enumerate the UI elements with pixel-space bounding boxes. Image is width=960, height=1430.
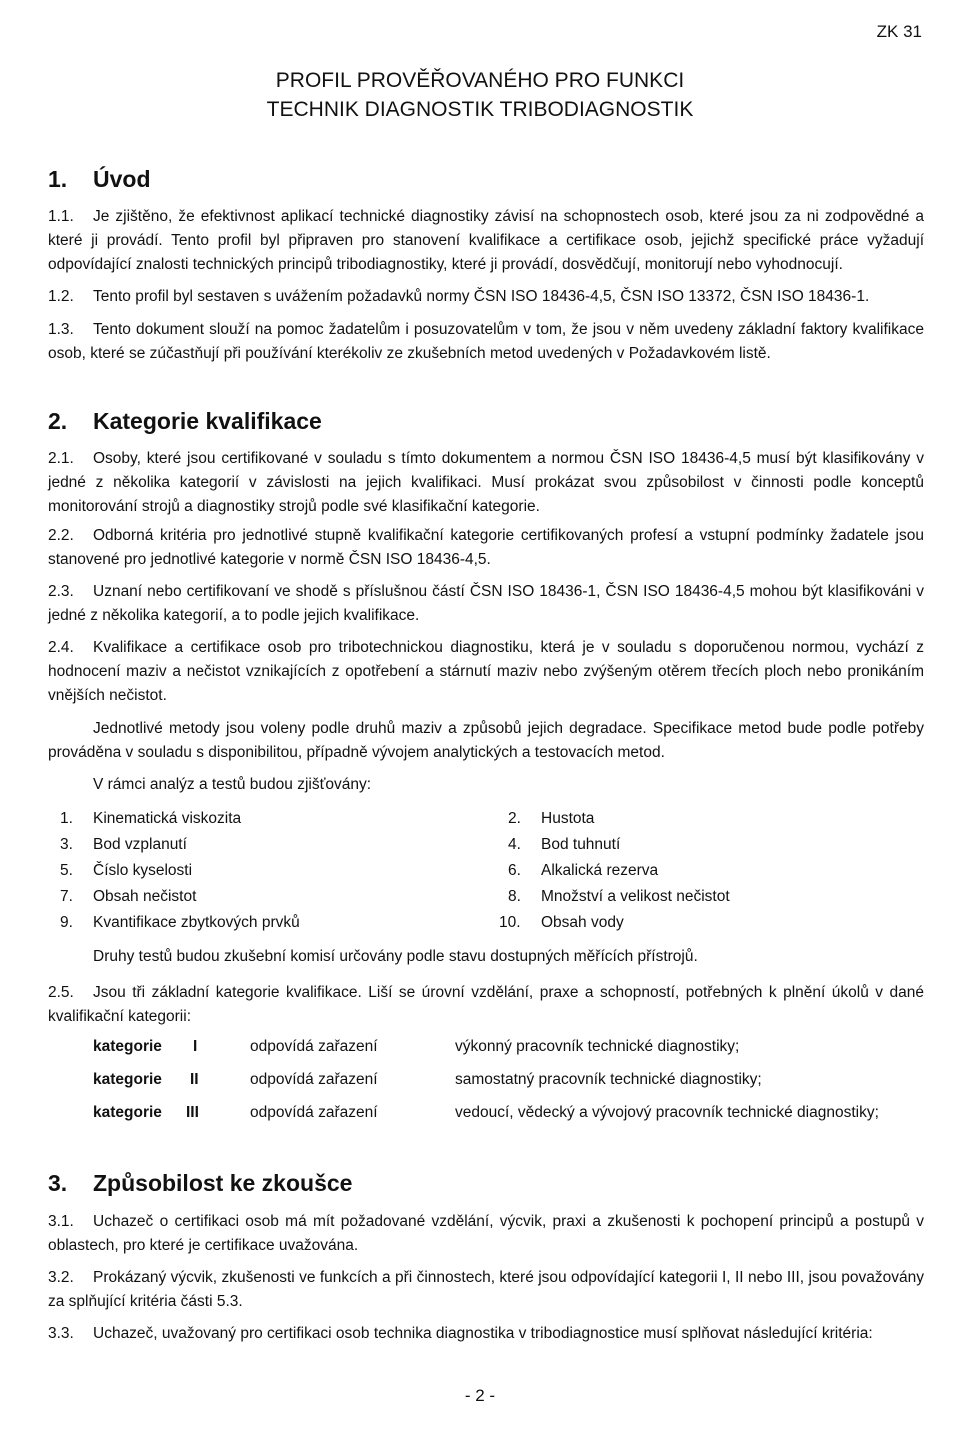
analysis-item — [60, 836, 187, 854]
category-label: kategorie — [93, 1071, 162, 1088]
paragraph-3-3-number: 3.3. — [48, 1325, 74, 1342]
paragraph-2-3-number: 2.3. — [48, 583, 74, 600]
paragraph-3-1-text: Uchazeč o certifikaci osob má mít požadované vzdělání, výcvik, praxi a zkušenosti k pochopení principů a postupů v oblastech, pro které je certifikace uvažována. — [48, 1213, 924, 1254]
category-description: vedoucí, vědecký a vývojový pracovník technické diagnostiky; — [455, 1104, 879, 1121]
section-1-number: 1. — [48, 166, 68, 192]
analysis-number: 2. — [508, 810, 521, 827]
analysis-item — [508, 888, 730, 906]
analysis-item — [60, 810, 241, 828]
page-number: - 2 - — [464, 1386, 496, 1405]
analyses-intro: V rámci analýz a testů budou zjišťovány: — [93, 776, 372, 793]
category-level: III — [186, 1104, 199, 1121]
paragraph-2-1-number: 2.1. — [48, 450, 74, 467]
paragraph-2-5-text: Jsou tři základní kategorie kvalifikace. Liší se úrovní vzdělání, praxe a schopností, potřebných k plnění úkolů v dané kvalifikační kategorii: — [48, 984, 924, 1025]
category-description: výkonný pracovník technické diagnostiky; — [455, 1038, 740, 1055]
paragraph-2-4-number: 2.4. — [48, 639, 74, 656]
analysis-number: 9. — [60, 914, 73, 931]
analysis-number: 6. — [508, 862, 521, 879]
analysis-text: Alkalická rezerva — [541, 862, 659, 879]
paragraph-2-3-text: Uznaní nebo certifikovaní ve shodě s příslušnou částí ČSN ISO 18436-1, ČSN ISO 18436-4,5 mohou být klasifikováni v jedné z několika kategorií, a to podle jejich kvalifikace. — [48, 583, 924, 624]
analysis-item — [60, 914, 300, 932]
analysis-item — [508, 836, 620, 854]
category-relation: odpovídá zařazení — [250, 1104, 378, 1121]
category-label: kategorie — [93, 1104, 162, 1121]
analysis-text: Množství a velikost nečistot — [541, 888, 730, 905]
paragraph-2-5-number: 2.5. — [48, 984, 74, 1001]
paragraph-1-3-number: 1.3. — [48, 321, 74, 338]
category-relation: odpovídá zařazení — [250, 1038, 378, 1055]
paragraph-1-1 — [48, 205, 924, 277]
paragraph-1-2-text: Tento profil byl sestaven s uvážením požadavků normy ČSN ISO 18436-4,5, ČSN ISO 13372, ČSN ISO 18436-1. — [93, 288, 870, 305]
analysis-item — [60, 888, 196, 906]
paragraph-2-4-text: Kvalifikace a certifikace osob pro tribotechnickou diagnostiku, která je v souladu s doporučenou normou, vychází z hodnocení maziv a nečistot vznikajících z opotřebení a stárnutí maziv nebo zvýšeným otěrem třecích ploch nebo pronikáním vnějších nečistot. — [48, 639, 924, 704]
paragraph-2-3 — [48, 580, 924, 628]
analysis-item — [508, 810, 594, 828]
category-relation: odpovídá zařazení — [250, 1071, 378, 1088]
section-2-heading — [48, 408, 322, 435]
section-3-number: 3. — [48, 1170, 68, 1196]
section-2-title: Kategorie kvalifikace — [93, 408, 322, 434]
category-description: samostatný pracovník technické diagnostiky; — [455, 1071, 762, 1088]
section-1-title: Úvod — [93, 166, 151, 192]
paragraph-1-3-text: Tento dokument slouží na pomoc žadatelům i posuzovatelům v tom, že jsou v něm uvedeny základní faktory kvalifikace osob, které se zúčastňují při používání kterékoliv ze zkušebních metod uvedených v Požadavkovém listě. — [48, 321, 924, 362]
paragraph-2-1-text: Osoby, které jsou certifikované v souladu s tímto dokumentem a normou ČSN ISO 18436-4,5 musí být klasifikovány v jedné z několika kategorií v závislosti na jejich kvalifikaci. Musí prokázat svou způsobilost v činnosti podle konceptů monitorování strojů a diagnostiky strojů podle své klasifikační kategorie. — [48, 450, 924, 515]
paragraph-2-4 — [48, 636, 924, 708]
analysis-number: 4. — [508, 836, 521, 853]
category-label: kategorie — [93, 1038, 162, 1055]
tests-note: Druhy testů budou zkušební komisí určovány podle stavu dostupných měřících přístrojů. — [93, 948, 698, 965]
analysis-number: 8. — [508, 888, 521, 905]
paragraph-3-2 — [48, 1266, 924, 1314]
category-level: I — [193, 1038, 198, 1055]
category-level: II — [190, 1071, 199, 1088]
analysis-text: Bod vzplanutí — [93, 836, 187, 853]
analysis-item — [60, 862, 192, 880]
analysis-text: Bod tuhnutí — [541, 836, 621, 853]
paragraph-3-2-number: 3.2. — [48, 1269, 74, 1286]
paragraph-2-4-methods: Jednotlivé metody jsou voleny podle druhů maziv a způsobů jejich degradace. Specifikace metod bude podle potřeby prováděna v souladu s disponibilitou, případně vývojem analytických a testovacích metod. — [48, 720, 924, 761]
title-line-2: TECHNIK DIAGNOSTIK TRIBODIAGNOSTIK — [266, 98, 694, 121]
paragraph-2-2-text: Odborná kritéria pro jednotlivé stupně kvalifikační kategorie certifikovaných profesí a vstupní podmínky žadatele jsou stanovené pro jednotlivé kategorie v normě ČSN ISO 18436-4,5. — [48, 527, 924, 568]
analysis-text: Číslo kyselosti — [93, 862, 193, 879]
paragraph-3-2-text: Prokázaný výcvik, zkušenosti ve funkcích a při činnostech, které jsou odpovídající kategorii I, II nebo III, jsou považovány za splňující kritéria části 5.3. — [48, 1269, 924, 1310]
section-2-number: 2. — [48, 408, 68, 434]
section-3-heading — [48, 1170, 352, 1197]
section-1-heading — [48, 166, 151, 193]
paragraph-1-1-number: 1.1. — [48, 208, 74, 225]
analysis-item — [508, 862, 658, 880]
paragraph-1-2 — [48, 285, 924, 309]
paragraph-1-2-number: 1.2. — [48, 288, 74, 305]
analysis-number: 5. — [60, 862, 73, 879]
analysis-number: 3. — [60, 836, 73, 853]
analysis-text: Obsah nečistot — [93, 888, 197, 905]
analysis-text: Kinematická viskozita — [93, 810, 242, 827]
analysis-text: Hustota — [541, 810, 595, 827]
paragraph-1-3 — [48, 318, 924, 366]
paragraph-2-2-number: 2.2. — [48, 527, 74, 544]
analysis-text: Obsah vody — [541, 914, 624, 931]
paragraph-3-3 — [48, 1322, 924, 1346]
analysis-text: Kvantifikace zbytkových prvků — [93, 914, 300, 931]
paragraph-2-2 — [48, 524, 924, 572]
paragraph-1-1-text: Je zjištěno, že efektivnost aplikací technické diagnostiky závisí na schopnostech osob, které jsou za ni zodpovědné a které ji provádí. Tento profil byl připraven pro stanovení kvalifikace a certifikace osob, jejichž specifické práce vyžadují odpovídající znalosti technických principů tribodiagnostiky, které ji provádí, dosvědčují, monitorují nebo vyhodnocují. — [48, 208, 924, 273]
analysis-item — [499, 914, 624, 932]
paragraph-2-1 — [48, 447, 924, 519]
title-line-1: PROFIL PROVĚŘOVANÉHO PRO FUNKCI — [275, 69, 685, 92]
paragraph-3-3-text: Uchazeč, uvažovaný pro certifikaci osob technika diagnostika v tribodiagnostice musí splňovat následující kritéria: — [93, 1325, 873, 1342]
analysis-number: 7. — [60, 888, 73, 905]
section-3-title: Způsobilost ke zkoušce — [93, 1170, 353, 1196]
paragraph-3-1 — [48, 1210, 924, 1258]
document-id: ZK 31 — [876, 22, 922, 41]
paragraph-2-5 — [48, 981, 924, 1029]
document-title — [0, 66, 960, 124]
analysis-number: 10. — [499, 914, 521, 931]
paragraph-3-1-number: 3.1. — [48, 1213, 74, 1230]
analysis-number: 1. — [60, 810, 73, 827]
